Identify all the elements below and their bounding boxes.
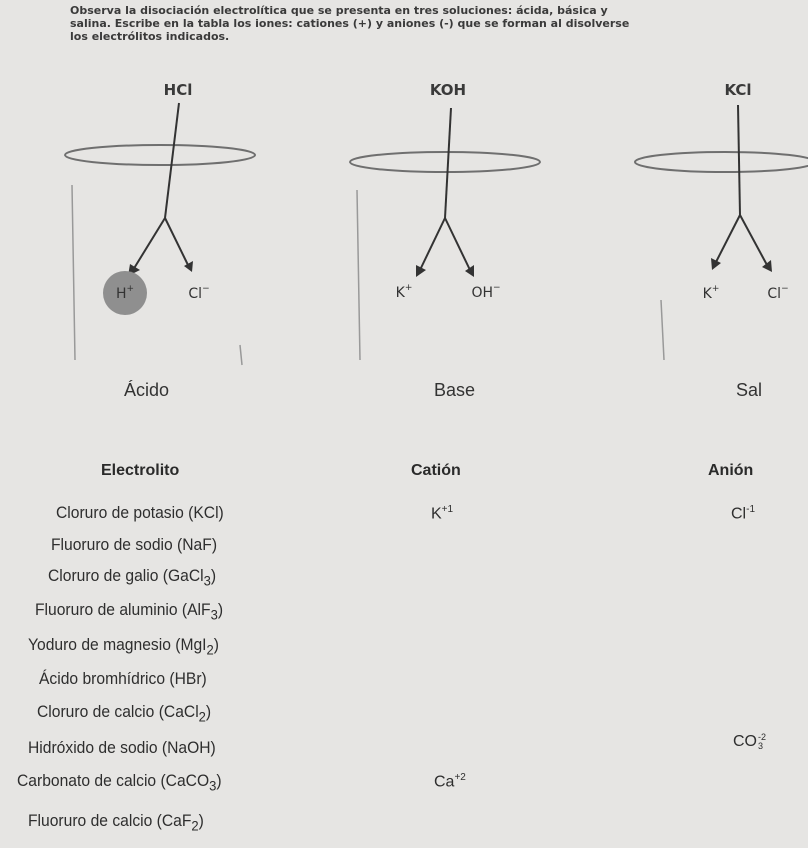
- instructions-line-3: los electrólitos indicados.: [70, 30, 230, 43]
- arrow-head-icon: [711, 258, 721, 270]
- table-row-electrolyte: Fluoruro de sodio (NaF): [51, 535, 218, 554]
- header-anion: Anión: [708, 462, 754, 479]
- beaker-acid-cation: H+: [115, 284, 135, 302]
- beaker-salt-wall: [661, 300, 664, 360]
- table-row-electrolyte: Yoduro de magnesio (MgI$_2$): [28, 635, 220, 659]
- beaker-base-formula: KOH: [429, 81, 467, 99]
- beaker-acid-anion: Cl−: [188, 284, 210, 302]
- beaker-base-anion: OH−: [471, 283, 501, 301]
- beaker-acid-stem: [165, 103, 179, 218]
- beaker-salt-stem: [738, 105, 740, 215]
- cation-answer-k: $K^{+1}$: [431, 504, 454, 523]
- beaker-base-cation: K+: [395, 283, 413, 301]
- beaker-base-stem: [445, 108, 451, 218]
- header-electrolyte: Electrolito: [101, 462, 180, 479]
- instructions-line-2: salina. Escribe en la tabla los iones: cationes (+) y aniones (-) que se forman al disolverse: [70, 17, 630, 30]
- beaker-acid-formula: HCl: [163, 81, 193, 99]
- beaker-acid-wall: [72, 185, 242, 365]
- beaker-acid-branch-left: [133, 218, 165, 270]
- label-salt: Sal: [736, 380, 763, 400]
- arrow-head-icon: [762, 260, 772, 272]
- beaker-base-wall: [357, 190, 360, 360]
- table-row-electrolyte: Cloruro de galio (GaCl$_3$): [48, 566, 217, 590]
- beaker-base-rim: [350, 152, 540, 172]
- beaker-acid: [65, 81, 255, 365]
- beaker-salt-anion: Cl−: [767, 284, 789, 302]
- arrow-head-icon: [184, 261, 193, 272]
- anion-answer-co3: CO -2 3: [733, 732, 767, 751]
- beaker-acid-rim: [65, 145, 255, 165]
- label-base: Base: [434, 380, 476, 400]
- table-row-electrolyte: Carbonato de calcio (CaCO$_3$): [17, 771, 222, 795]
- beaker-base-branch-right: [445, 218, 470, 270]
- table-row-electrolyte: Fluoruro de calcio (CaF$_2$): [28, 811, 204, 835]
- anion-answer-cl: $Cl^{-1}$: [731, 504, 756, 523]
- beaker-salt-branch-left: [716, 215, 740, 262]
- beaker-base-branch-left: [420, 218, 445, 270]
- beaker-salt-cation: K+: [702, 284, 720, 302]
- beaker-salt-rim: [635, 152, 808, 172]
- table-row-electrolyte: Cloruro de calcio (CaCl$_2$): [37, 702, 212, 726]
- header-cation: Catión: [411, 462, 461, 479]
- beaker-salt-formula: KCl: [724, 81, 752, 99]
- table-row-electrolyte: Fluoruro de aluminio (AlF$_3$): [35, 600, 224, 624]
- table-row-electrolyte: Ácido bromhídrico (HBr): [39, 669, 207, 688]
- label-acid: Ácido: [124, 380, 170, 400]
- dissociation-diagram: [0, 0, 808, 380]
- table-row-electrolyte: Cloruro de potasio (KCl): [56, 503, 224, 522]
- beaker-base: [350, 81, 540, 360]
- cation-answer-ca: $Ca^{+2}$: [434, 772, 466, 791]
- beaker-salt-branch-right: [740, 215, 767, 265]
- table-row-electrolyte: Hidróxido de sodio (NaOH): [28, 738, 216, 757]
- beaker-salt: [635, 81, 808, 360]
- instructions-line-1: Observa la disociación electrolítica que se presenta en tres soluciones: ácida, básica y: [70, 4, 608, 17]
- beaker-acid-branch-right: [165, 218, 188, 265]
